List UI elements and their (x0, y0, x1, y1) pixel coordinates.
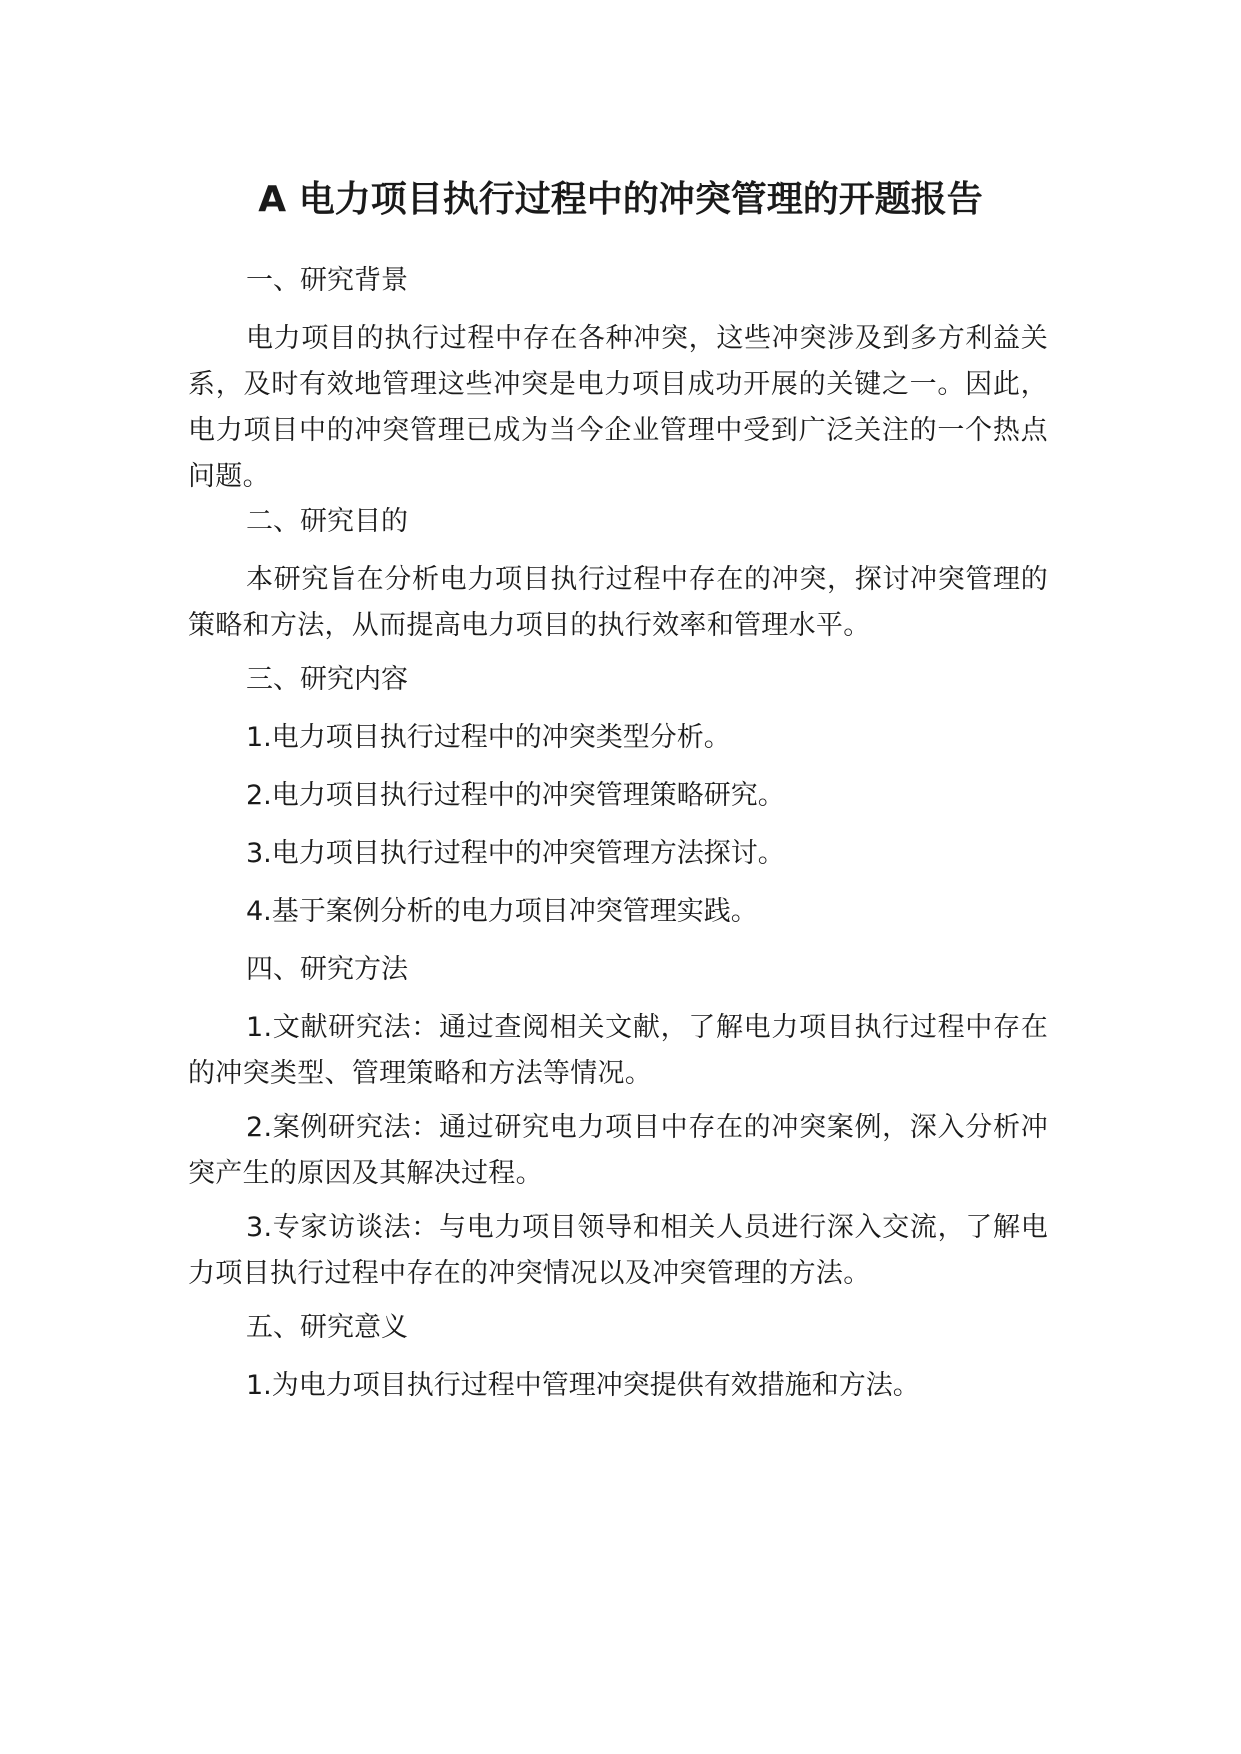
document-title: A 电力项目执行过程中的冲突管理的开题报告 (258, 179, 983, 220)
method-paragraph-2: 2.案例研究法：通过研究电力项目中存在的冲突案例，深入分析冲突产生的原因及其解决过程。 (188, 1112, 1048, 1189)
section-heading-significance: 五、研究意义 (246, 1312, 408, 1343)
purpose-paragraph: 本研究旨在分析电力项目执行过程中存在的冲突，探讨冲突管理的策略和方法，从而提高电力项目的执行效率和管理水平。 (188, 564, 1048, 641)
content-item-4: 4.基于案例分析的电力项目冲突管理实践。 (246, 896, 758, 927)
content-item-1: 1.电力项目执行过程中的冲突类型分析。 (246, 722, 731, 753)
background-paragraph: 电力项目的执行过程中存在各种冲突，这些冲突涉及到多方利益关系，及时有效地管理这些冲突是电力项目成功开展的关键之一。因此，电力项目中的冲突管理已成为当今企业管理中受到广泛关注的一个热点问题。 (188, 323, 1048, 492)
section-heading-methods: 四、研究方法 (246, 954, 408, 985)
method-paragraph-3: 3.专家访谈法：与电力项目领导和相关人员进行深入交流，了解电力项目执行过程中存在的冲突情况以及冲突管理的方法。 (188, 1212, 1048, 1289)
method-paragraph-1: 1.文献研究法：通过查阅相关文献，了解电力项目执行过程中存在的冲突类型、管理策略和方法等情况。 (188, 1012, 1048, 1089)
section-heading-background: 一、研究背景 (246, 265, 408, 296)
section-heading-content: 三、研究内容 (246, 664, 408, 695)
content-item-2: 2.电力项目执行过程中的冲突管理策略研究。 (246, 780, 785, 811)
section-heading-purpose: 二、研究目的 (246, 506, 408, 537)
significance-item-1: 1.为电力项目执行过程中管理冲突提供有效措施和方法。 (246, 1370, 920, 1401)
content-item-3: 3.电力项目执行过程中的冲突管理方法探讨。 (246, 838, 785, 869)
